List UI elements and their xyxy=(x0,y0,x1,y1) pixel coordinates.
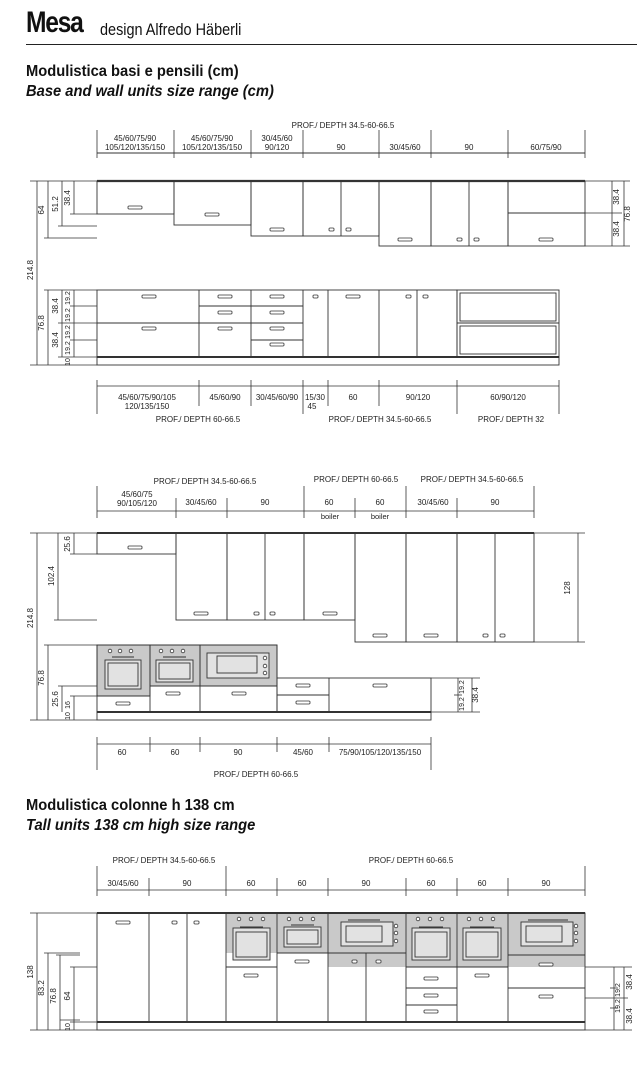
dim-label: 45/60/75 xyxy=(121,490,153,499)
section-title-it: Modulistica colonne h 138 cm xyxy=(26,797,235,814)
dim-label: 25.6 xyxy=(51,691,60,707)
depth-label: PROF./ DEPTH 34.5-60-66.5 xyxy=(153,477,257,486)
dim-label: boiler xyxy=(320,512,340,521)
dim-label: 138 xyxy=(26,965,35,979)
dim-left-3 xyxy=(30,913,97,1030)
dim-label: 10 xyxy=(65,358,72,366)
dim-label: 38.4 xyxy=(63,190,72,206)
dim-label: 45/60/75/90 xyxy=(113,134,157,143)
depth-label: PROF./ DEPTH 34.5-60-66.5 xyxy=(291,121,395,130)
dim-label: 38.4 xyxy=(625,1008,634,1024)
dim-label: 38.4 xyxy=(612,189,621,205)
oven-icon xyxy=(233,927,270,960)
dim-left-2 xyxy=(30,533,97,720)
oven-icon xyxy=(284,925,321,947)
dim-label: 90 xyxy=(336,143,346,152)
dim-top-2 xyxy=(97,486,534,518)
section-title-en: Tall units 138 cm high size range xyxy=(26,817,256,834)
dim-label: 30/45/60 xyxy=(389,143,421,152)
dim-label: 105/120/135/150 xyxy=(104,143,166,152)
oven-icon xyxy=(463,927,501,960)
dim-label: 38.4 xyxy=(51,332,60,348)
dim-label: 90 xyxy=(260,498,270,507)
dim-label: 76.8 xyxy=(37,670,46,686)
dim-label: 60 xyxy=(117,748,127,757)
dim-label: 38.4 xyxy=(625,974,634,990)
dim-label: 51.2 xyxy=(51,196,60,212)
depth-label: PROF./ DEPTH 60-66.5 xyxy=(213,770,299,779)
dim-label: 60 xyxy=(477,879,487,888)
dim-label: 90 xyxy=(361,879,371,888)
dim-label: 10 xyxy=(65,712,72,720)
oven-icon xyxy=(105,657,141,689)
dim-label: 60 xyxy=(426,879,436,888)
dim-label: 30/45/60 xyxy=(185,498,217,507)
dim-label: 15/30 xyxy=(304,393,326,402)
oven-icon xyxy=(521,920,573,946)
dim-label: 30/45/60 xyxy=(107,879,139,888)
dim-label: 45/60/75/90 xyxy=(190,134,234,143)
dim-label: 60/75/90 xyxy=(530,143,562,152)
dim-label: 60 xyxy=(348,393,358,402)
dim-label: 90 xyxy=(182,879,192,888)
dim-label: 60 xyxy=(297,879,307,888)
base-units-1 xyxy=(97,290,559,365)
dim-right-2 xyxy=(431,533,585,712)
dim-label: 90/120 xyxy=(264,143,290,152)
dim-label: 38.4 xyxy=(471,687,480,703)
dim-label: 60 xyxy=(375,498,385,507)
dim-label: 25.6 xyxy=(63,536,72,552)
dim-label: 45/60 xyxy=(292,748,314,757)
dim-label: 60 xyxy=(246,879,256,888)
dim-label: 60 xyxy=(170,748,180,757)
dim-label: 64 xyxy=(63,991,72,1001)
oven-icon xyxy=(412,927,450,960)
dim-label: 19.2 xyxy=(459,697,466,711)
dim-label: 19.2 xyxy=(615,983,622,997)
dim-label: 19.2 xyxy=(65,325,72,339)
oven-icon xyxy=(341,920,393,946)
depth-label: PROF./ DEPTH 32 xyxy=(477,415,545,424)
dim-label: 64 xyxy=(37,205,46,215)
dim-label: 10 xyxy=(65,1023,72,1031)
dim-label: 30/45/60/90 xyxy=(255,393,299,402)
diagram-1-labels xyxy=(26,121,632,424)
depth-label: PROF./ DEPTH 34.5-60-66.5 xyxy=(112,856,216,865)
diagram-2-labels xyxy=(26,475,572,779)
depth-label: PROF./ DEPTH 60-66.5 xyxy=(155,415,241,424)
designer-credit: design Alfredo Häberli xyxy=(100,20,242,39)
dim-label: 102.4 xyxy=(47,565,56,587)
dim-label: 214.8 xyxy=(26,259,35,281)
dim-label: 45/60/75/90/105 xyxy=(118,393,176,402)
dim-label: 60/90/120 xyxy=(490,393,526,402)
diagram-1 xyxy=(30,130,630,414)
diagram-2 xyxy=(30,486,585,770)
dim-label: 90/105/120 xyxy=(116,499,158,508)
dim-label: 38.4 xyxy=(51,298,60,314)
dim-label: 214.8 xyxy=(26,607,35,629)
depth-label: PROF./ DEPTH 60-66.5 xyxy=(313,475,399,484)
dim-label: 75/90/105/120/135/150 xyxy=(338,748,422,757)
section-title-it: Modulistica basi e pensili (cm) xyxy=(26,63,239,80)
dim-label: 19.2 xyxy=(459,680,466,694)
dim-label: 19.2 xyxy=(65,341,72,355)
dim-label: 76.8 xyxy=(623,206,632,222)
dim-label: 45 xyxy=(307,402,317,411)
dim-label: 19.2 xyxy=(65,291,72,305)
section-title-en: Base and wall units size range (cm) xyxy=(26,83,274,100)
dim-label: 38.4 xyxy=(612,221,621,237)
oven-icon xyxy=(207,653,269,678)
brand-name: Mesa xyxy=(26,6,83,39)
dim-label: 90 xyxy=(233,748,243,757)
dim-label: 16 xyxy=(65,701,72,709)
dim-label: 60 xyxy=(324,498,334,507)
diagram-3 xyxy=(30,866,632,1030)
oven-icon xyxy=(156,657,193,682)
dim-label: 30/45/60 xyxy=(417,498,449,507)
dim-label: 90 xyxy=(490,498,500,507)
dim-label: 120/135/150 xyxy=(124,402,170,411)
wall-units-1 xyxy=(97,181,585,246)
dim-top-3 xyxy=(97,866,585,896)
depth-label: PROF./ DEPTH 60-66.5 xyxy=(368,856,454,865)
dim-label: 90 xyxy=(464,143,474,152)
dim-label: 19.2 xyxy=(65,308,72,322)
dim-label: 76.8 xyxy=(37,315,46,331)
dim-label: 105/120/135/150 xyxy=(181,143,243,152)
dim-label: 30/45/60 xyxy=(261,134,293,143)
tall-units-3 xyxy=(97,913,585,1030)
dim-label: 90 xyxy=(541,879,551,888)
dim-label: 90/120 xyxy=(405,393,431,402)
dim-label: 76.8 xyxy=(49,988,58,1004)
depth-label: PROF./ DEPTH 34.5-60-66.5 xyxy=(420,475,524,484)
dim-label: 83.2 xyxy=(37,980,46,996)
dim-label: 19.2 xyxy=(615,999,622,1013)
base-units-2 xyxy=(97,645,431,720)
dim-label: boiler xyxy=(370,512,390,521)
dim-label: 45/60/90 xyxy=(209,393,241,402)
wall-units-2 xyxy=(97,533,534,642)
dim-label: 128 xyxy=(563,581,572,595)
depth-label: PROF./ DEPTH 34.5-60-66.5 xyxy=(328,415,432,424)
